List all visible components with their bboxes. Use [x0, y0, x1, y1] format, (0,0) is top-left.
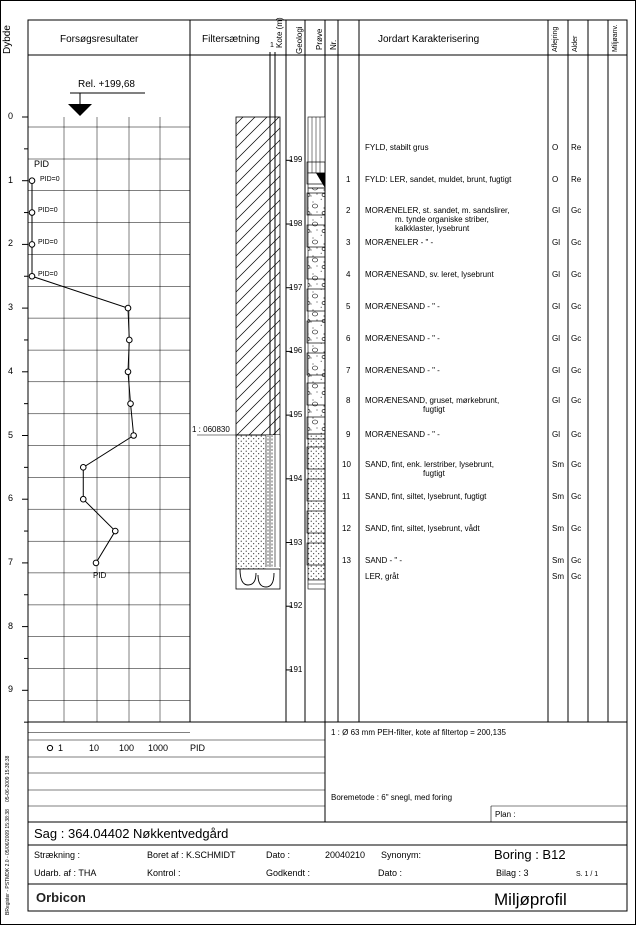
timestamp-text: 05-06-2009 15:38:38 [5, 755, 11, 802]
bilag-label: Bilag : 3 [496, 868, 529, 878]
layer-aflejring: O [552, 143, 559, 152]
boremetode-note: Boremetode : 6" snegl, med foring [331, 793, 453, 802]
pid-axis-label: PID [190, 743, 206, 753]
layer-alder: Gc [571, 270, 582, 279]
pid-data-point [112, 528, 118, 534]
geologi-header: Geologi [295, 26, 304, 54]
layer-description: MORÆNESAND, gruset, mørkebrunt, [365, 396, 500, 405]
layer-description: LER, gråt [365, 572, 399, 581]
kote-label: 194 [289, 473, 303, 483]
kote-label: 196 [289, 346, 303, 356]
layer-aflejring: Sm [552, 556, 564, 565]
layer-alder: Gc [571, 396, 582, 405]
layer-alder: Re [571, 175, 582, 184]
depth-label: 9 [8, 684, 14, 695]
aflejring-header: Aflejring [552, 26, 559, 52]
layer-alder: Gc [571, 572, 582, 581]
layer-number: 1 [346, 175, 351, 184]
pid-axis-tick: 1 [58, 743, 64, 753]
side-label: S. 1 / 1 [576, 871, 599, 878]
layer-description: MORÆNESAND - " - [365, 366, 440, 375]
layer-description: MORÆNESAND - " - [365, 430, 440, 439]
pid-data-point [80, 496, 86, 502]
pid-top-label: PID [34, 159, 50, 169]
depth-header: Dybde [2, 25, 13, 54]
dato2-label: Dato : [378, 868, 403, 878]
layer-alder: Gc [571, 302, 582, 311]
pid-axis-tick: 100 [119, 743, 135, 753]
layer-description: fugtigt [423, 469, 445, 478]
depth-label: 6 [8, 493, 14, 504]
kote-label: 192 [289, 601, 303, 611]
layer-aflejring: Gl [552, 334, 560, 343]
pid-data-point [29, 273, 35, 279]
layer-aflejring: Gl [552, 430, 560, 439]
jordart-header: Jordart Karakterisering [378, 34, 480, 45]
pid-data-point [127, 337, 133, 343]
layer-description: SAND - " - [365, 556, 403, 565]
layer-description: FYLD, stabilt grus [365, 143, 429, 152]
layer-description: MORÆNELER, st. sandet, m. sandslirer, [365, 206, 510, 215]
kote-header: Kote (m) [275, 17, 284, 48]
layer-aflejring: Gl [552, 238, 560, 247]
layer-alder: Gc [571, 238, 582, 247]
straekning-label: Strækning : [34, 850, 81, 860]
pid-bottom-label: PID [93, 571, 107, 580]
filter-level-label: 1 : 060830 [192, 425, 230, 434]
layer-number: 7 [346, 366, 351, 375]
kontrol-label: Kontrol : [147, 868, 181, 878]
depth-label: 1 [8, 174, 14, 185]
kote-label: 193 [289, 537, 303, 547]
reference-label: Rel. +199,68 [78, 79, 135, 90]
layer-aflejring: Gl [552, 396, 560, 405]
layer-description: MORÆNESAND, sv. leret, lysebrunt [365, 270, 494, 279]
layer-description: MORÆNESAND - " - [365, 302, 440, 311]
layer-number: 6 [346, 334, 351, 343]
document-title: Miljøprofil [494, 890, 567, 909]
pid-data-point [93, 560, 99, 566]
kote-label: 199 [289, 155, 303, 165]
layer-description: MORÆNELER - " - [365, 238, 434, 247]
pid-axis-tick: 10 [89, 743, 100, 753]
layer-alder: Gc [571, 492, 582, 501]
pid-left-label: PID=0 [38, 271, 58, 278]
layer-alder: Gc [571, 366, 582, 375]
layer-aflejring: Sm [552, 492, 564, 501]
pid-data-point [125, 305, 131, 311]
layer-aflejring: Sm [552, 460, 564, 469]
pid-data-point [29, 210, 35, 216]
depth-label: 2 [8, 238, 14, 249]
layer-description: FYLD: LER, sandet, muldet, brunt, fugtigt [365, 175, 512, 184]
layer-number: 5 [346, 302, 351, 311]
kote-label: 197 [289, 282, 303, 292]
depth-label: 7 [8, 556, 14, 567]
plan-label: Plan : [495, 810, 516, 819]
pid-left-label: PID=0 [38, 239, 58, 246]
forsoegsresultater-header: Forsøgsresultater [60, 34, 139, 45]
layer-description: kalkklaster, lysebrunt [395, 224, 470, 233]
sag-title: Sag : 364.04402 Nøkkentvedgård [34, 826, 229, 841]
pid-data-point [131, 433, 137, 439]
layer-aflejring: Sm [552, 524, 564, 533]
dato-label: Dato : [266, 850, 291, 860]
layer-number: 12 [342, 524, 351, 533]
layer-alder: Gc [571, 334, 582, 343]
boret-af-label: Boret af : K.SCHMIDT [147, 850, 236, 860]
filter-note: 1 : Ø 63 mm PEH-filter, kote af filtertop = 200,135 [331, 728, 506, 737]
dato-value: 20040210 [325, 850, 366, 860]
udarb-label: Udarb. af : THA [34, 868, 97, 878]
pid-left-label: PID=0 [40, 176, 60, 183]
pid-axis-tick: 1000 [148, 743, 169, 753]
depth-label: 0 [8, 111, 14, 121]
filter-number: 1 [270, 42, 274, 49]
layer-aflejring: Gl [552, 366, 560, 375]
layer-aflejring: O [552, 175, 559, 184]
layer-description: fugtigt [423, 405, 445, 414]
layer-aflejring: Sm [552, 572, 564, 581]
software-text: BRegister - PSTMDK 2.0 - 05/06/2009 15:38:38 [5, 809, 11, 915]
layer-aflejring: Gl [552, 270, 560, 279]
boring-title: Boring : B12 [494, 847, 566, 862]
pid-data-point [29, 242, 35, 248]
kote-label: 195 [289, 410, 303, 420]
synonym-label: Synonym: [381, 850, 422, 860]
pid-left-label: PID=0 [38, 207, 58, 214]
layer-number: 10 [342, 460, 351, 469]
filtersaetning-header: Filtersætning [202, 34, 260, 45]
layer-number: 13 [342, 556, 351, 565]
depth-label: 5 [8, 429, 14, 440]
depth-label: 8 [8, 620, 14, 631]
layer-aflejring: Gl [552, 206, 560, 215]
alder-header: Alder [572, 35, 579, 52]
layer-number: 4 [346, 270, 351, 279]
pid-data-point [29, 178, 35, 184]
layer-description: MORÆNESAND - " - [365, 334, 440, 343]
depth-label: 3 [8, 302, 14, 313]
kote-label: 191 [289, 664, 303, 674]
layer-alder: Gc [571, 206, 582, 215]
layer-alder: Gc [571, 524, 582, 533]
depth-label: 4 [8, 365, 14, 376]
layer-alder: Gc [571, 556, 582, 565]
layer-number: 8 [346, 396, 351, 405]
layer-description: SAND, fint, enk. lerstriber, lysebrunt, [365, 460, 494, 469]
layer-aflejring: Gl [552, 302, 560, 311]
pid-data-point [125, 369, 131, 375]
proeve-header: Prøve [315, 28, 324, 50]
company-logo: Orbicon [36, 890, 86, 905]
layer-description: SAND, fint, siltet, lysebrunt, vådt [365, 524, 480, 533]
layer-alder: Gc [571, 460, 582, 469]
layer-number: 2 [346, 206, 351, 215]
layer-alder: Gc [571, 430, 582, 439]
pid-data-point [128, 401, 134, 407]
miljoe-header: Miljøanv. [612, 24, 619, 52]
layer-alder: Re [571, 143, 582, 152]
layer-description: SAND, fint, siltet, lysebrunt, fugtigt [365, 492, 487, 501]
nr-header: Nr. [329, 39, 338, 50]
layer-description: m. tynde organiske striber, [395, 215, 489, 224]
godkendt-label: Godkendt : [266, 868, 311, 878]
pid-data-point [80, 465, 86, 471]
layer-number: 9 [346, 430, 351, 439]
layer-number: 11 [342, 492, 351, 501]
kote-label: 198 [289, 219, 303, 229]
layer-number: 3 [346, 238, 351, 247]
